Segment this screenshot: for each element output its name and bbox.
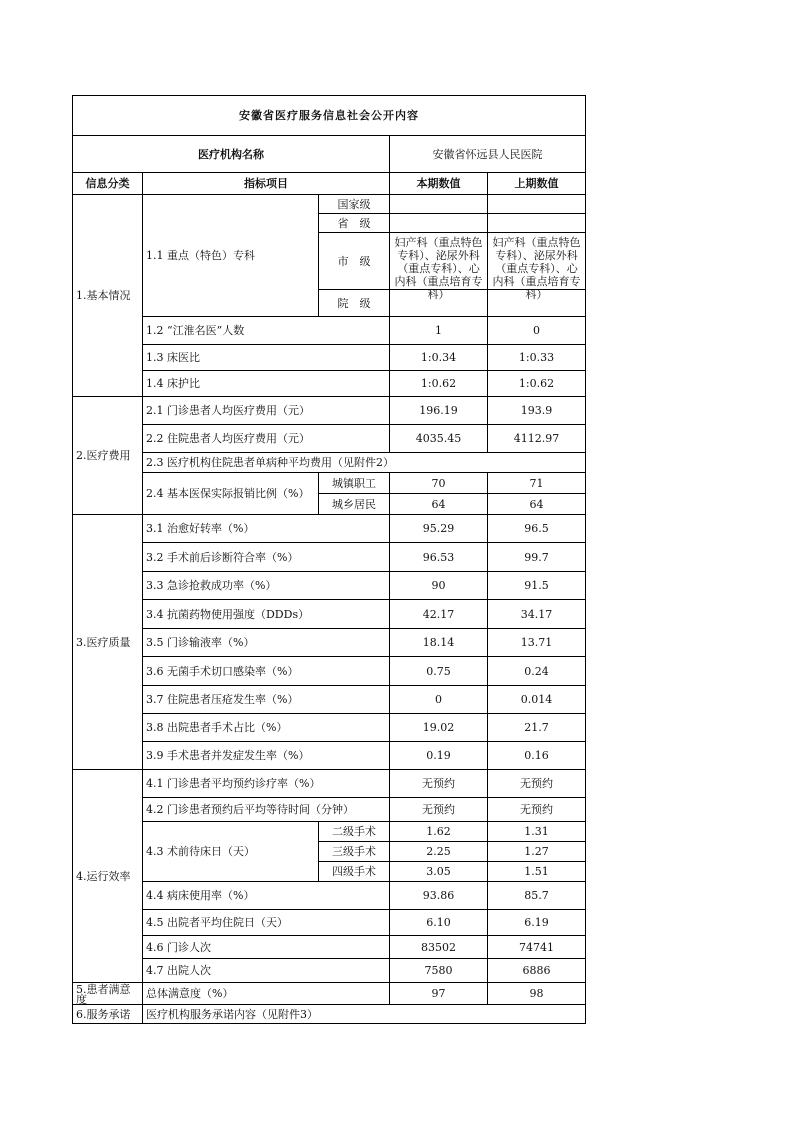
satisfaction-current: 97 <box>390 983 488 1005</box>
indicator-discharges: 4.7 出院人次 <box>143 959 390 983</box>
indicator-inpatient-cost: 2.2 住院患者人均医疗费用（元） <box>143 425 390 453</box>
indicator-preop-wait: 4.3 术前待床日（天） <box>143 822 319 882</box>
quality-current: 42.17 <box>390 600 488 629</box>
quality-previous: 34.17 <box>488 600 586 629</box>
quality-current: 95.29 <box>390 515 488 543</box>
reimburse-rural-label: 城乡居民 <box>319 494 390 515</box>
quality-previous: 96.5 <box>488 515 586 543</box>
specialty-city-label: 市 级 <box>319 233 390 290</box>
quality-previous: 0.014 <box>488 686 586 714</box>
indicator-quality-row: 3.2 手术前后诊断符合率（%） <box>143 543 390 572</box>
waiting-time-previous: 无预约 <box>488 798 586 822</box>
reimburse-rural-previous: 64 <box>488 494 586 515</box>
reimburse-urban-current: 70 <box>390 473 488 494</box>
indicator-avg-stay: 4.5 出院者平均住院日（天） <box>143 910 390 936</box>
indicator-jianghuai: 1.2 “江淮名医”人数 <box>143 317 390 345</box>
bed-nurse-previous: 1:0.62 <box>488 371 586 397</box>
category-service: 6.服务承诺 <box>73 1005 143 1024</box>
quality-current: 96.53 <box>390 543 488 572</box>
indicator-waiting-time: 4.2 门诊患者预约后平均等待时间（分钟） <box>143 798 390 822</box>
indicator-bed-doctor: 1.3 床医比 <box>143 345 390 371</box>
reimburse-rural-current: 64 <box>390 494 488 515</box>
quality-previous: 99.7 <box>488 543 586 572</box>
indicator-bed-usage: 4.4 病床使用率（%） <box>143 882 390 910</box>
quality-current: 0 <box>390 686 488 714</box>
header-current: 本期数值 <box>390 173 488 195</box>
specialty-provincial-label: 省 级 <box>319 214 390 233</box>
reimburse-urban-previous: 71 <box>488 473 586 494</box>
outpatient-cost-current: 196.19 <box>390 397 488 425</box>
category-satisfaction <box>73 983 143 1005</box>
indicator-quality-row: 3.4 抗菌药物使用强度（DDDs） <box>143 600 390 629</box>
indicator-outpatient-visits: 4.6 门诊人次 <box>143 936 390 959</box>
specialty-provincial-current <box>390 214 488 233</box>
waiting-time-current: 无预约 <box>390 798 488 822</box>
specialty-city-current <box>390 233 488 301</box>
indicator-single-disease: 2.3 医疗机构住院患者单病种平均费用（见附件2） <box>143 453 586 473</box>
category-cost: 2.医疗费用 <box>73 397 143 515</box>
preop-level4-label: 四级手术 <box>319 862 390 882</box>
quality-previous: 0.16 <box>488 742 586 770</box>
appointment-rate-current: 无预约 <box>390 770 488 798</box>
bed-nurse-current: 1:0.62 <box>390 371 488 397</box>
quality-current: 0.75 <box>390 657 488 686</box>
indicator-satisfaction: 总体满意度（%） <box>143 983 390 1005</box>
indicator-appointment-rate: 4.1 门诊患者平均预约诊疗率（%） <box>143 770 390 798</box>
preop-level3-label: 三级手术 <box>319 842 390 862</box>
satisfaction-previous: 98 <box>488 983 586 1005</box>
indicator-service-commitment: 医疗机构服务承诺内容（见附件3） <box>143 1005 586 1024</box>
inpatient-cost-previous: 4112.97 <box>488 425 586 453</box>
preop-level2-current: 1.62 <box>390 822 488 842</box>
preop-level2-previous: 1.31 <box>488 822 586 842</box>
quality-current: 90 <box>390 572 488 600</box>
preop-level4-current: 3.05 <box>390 862 488 882</box>
indicator-quality-row: 3.6 无菌手术切口感染率（%） <box>143 657 390 686</box>
specialty-national-current <box>390 195 488 214</box>
indicator-specialty: 1.1 重点（特色）专科 <box>143 195 319 317</box>
indicator-bed-nurse: 1.4 床护比 <box>143 371 390 397</box>
institution-name: 安徽省怀远县人民医院 <box>390 136 586 173</box>
bed-usage-previous: 85.7 <box>488 882 586 910</box>
institution-label: 医疗机构名称 <box>73 136 390 173</box>
specialty-city-previous <box>488 233 586 301</box>
specialty-national-label: 国家级 <box>319 195 390 214</box>
quality-current: 19.02 <box>390 714 488 742</box>
indicator-quality-row: 3.7 住院患者压疮发生率（%） <box>143 686 390 714</box>
outpatient-visits-current: 83502 <box>390 936 488 959</box>
quality-current: 0.19 <box>390 742 488 770</box>
outpatient-cost-previous: 193.9 <box>488 397 586 425</box>
preop-level4-previous: 1.51 <box>488 862 586 882</box>
header-indicator: 指标项目 <box>143 173 390 195</box>
quality-previous: 21.7 <box>488 714 586 742</box>
indicator-quality-row: 3.3 急诊抢救成功率（%） <box>143 572 390 600</box>
header-category: 信息分类 <box>73 173 143 195</box>
indicator-quality-row: 3.9 手术患者并发症发生率（%） <box>143 742 390 770</box>
category-quality: 3.医疗质量 <box>73 515 143 770</box>
category-basic: 1.基本情况 <box>73 195 143 397</box>
header-previous: 上期数值 <box>488 173 586 195</box>
specialty-provincial-previous <box>488 214 586 233</box>
bed-usage-current: 93.86 <box>390 882 488 910</box>
outpatient-visits-previous: 74741 <box>488 936 586 959</box>
specialty-city-previous-text: 妇产科（重点特色专科）、泌尿外科（重点专科）、心内科（重点培育专科） <box>492 236 581 301</box>
quality-current: 18.14 <box>390 629 488 657</box>
inpatient-cost-current: 4035.45 <box>390 425 488 453</box>
jianghuai-previous: 0 <box>488 317 586 345</box>
discharges-previous: 6886 <box>488 959 586 983</box>
specialty-city-current-text: 妇产科（重点特色专科）、泌尿外科（重点专科）、心内科（重点培育专科） <box>394 236 483 301</box>
bed-doctor-current: 1:0.34 <box>390 345 488 371</box>
specialty-hospital-label: 院 级 <box>319 290 390 317</box>
jianghuai-current: 1 <box>390 317 488 345</box>
category-efficiency: 4.运行效率 <box>73 770 143 983</box>
category-satisfaction-text: 5.患者满意度 <box>76 982 131 1006</box>
avg-stay-current: 6.10 <box>390 910 488 936</box>
indicator-quality-row: 3.8 出院患者手术占比（%） <box>143 714 390 742</box>
indicator-quality-row: 3.5 门诊输液率（%） <box>143 629 390 657</box>
info-disclosure-table <box>72 95 586 1024</box>
avg-stay-previous: 6.19 <box>488 910 586 936</box>
bed-doctor-previous: 1:0.33 <box>488 345 586 371</box>
page-title: 安徽省医疗服务信息社会公开内容 <box>73 96 586 136</box>
specialty-national-previous <box>488 195 586 214</box>
quality-previous: 13.71 <box>488 629 586 657</box>
appointment-rate-previous: 无预约 <box>488 770 586 798</box>
indicator-quality-row: 3.1 治愈好转率（%） <box>143 515 390 543</box>
indicator-reimburse: 2.4 基本医保实际报销比例（%） <box>143 473 319 515</box>
preop-level3-previous: 1.27 <box>488 842 586 862</box>
preop-level2-label: 二级手术 <box>319 822 390 842</box>
quality-previous: 91.5 <box>488 572 586 600</box>
discharges-current: 7580 <box>390 959 488 983</box>
indicator-outpatient-cost: 2.1 门诊患者人均医疗费用（元） <box>143 397 390 425</box>
quality-previous: 0.24 <box>488 657 586 686</box>
reimburse-urban-label: 城镇职工 <box>319 473 390 494</box>
preop-level3-current: 2.25 <box>390 842 488 862</box>
